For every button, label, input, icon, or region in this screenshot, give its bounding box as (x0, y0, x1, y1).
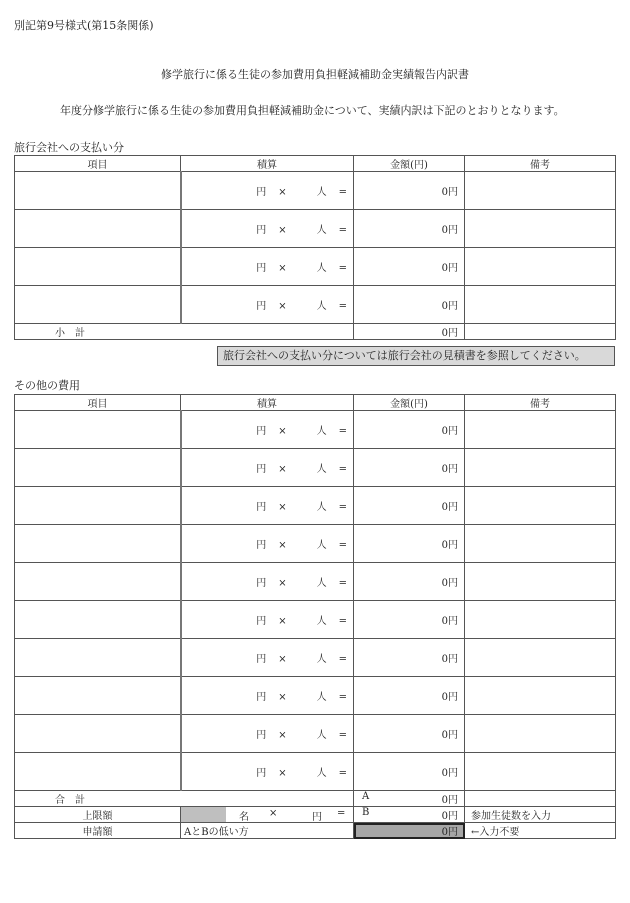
table-row (15, 639, 616, 677)
calc-cell[interactable] (181, 210, 354, 248)
calc-cell[interactable] (181, 677, 354, 715)
note-input[interactable] (465, 715, 616, 753)
times-sign: × (278, 301, 287, 312)
person-unit: 人 (316, 730, 327, 741)
calc-cell[interactable] (181, 286, 354, 324)
calc-cell[interactable] (181, 715, 354, 753)
calc-cell[interactable] (181, 172, 354, 210)
person-unit: 人 (316, 225, 327, 236)
amount-cell: 0円 (354, 601, 465, 639)
amount-cell: 0円 (354, 563, 465, 601)
student-count-input[interactable] (181, 807, 226, 822)
table-header-row (15, 156, 616, 172)
note-input[interactable] (465, 639, 616, 677)
marker-a: A (362, 791, 370, 802)
amount-cell: 0円 (354, 715, 465, 753)
amount-cell: 0円 (354, 639, 465, 677)
note-input[interactable] (465, 248, 616, 286)
item-input[interactable] (15, 449, 181, 487)
calc-cell[interactable] (181, 639, 354, 677)
note-input[interactable] (465, 601, 616, 639)
equals-sign: = (338, 301, 347, 312)
person-unit: 人 (316, 426, 327, 437)
equals-sign: = (338, 616, 347, 627)
times-sign: × (269, 808, 278, 819)
total-note (465, 791, 616, 807)
amount-cell: 0円 (354, 172, 465, 210)
col-header-amount: 金額(円) (354, 395, 465, 411)
yen-unit: 円 (256, 616, 267, 627)
calc-cell[interactable] (181, 411, 354, 449)
equals-sign: = (338, 654, 347, 665)
item-input[interactable] (15, 210, 181, 248)
item-input[interactable] (15, 487, 181, 525)
item-input[interactable] (15, 639, 181, 677)
total-value: 0円 (441, 795, 458, 806)
col-header-note: 備考 (465, 156, 616, 172)
col-header-note: 備考 (465, 395, 616, 411)
other-section-title: その他の費用 (14, 379, 80, 392)
times-sign: × (278, 692, 287, 703)
table-header-row (15, 395, 616, 411)
form-number-label: 別記第9号様式(第15条関係) (14, 19, 154, 32)
yen-unit: 円 (256, 464, 267, 475)
table-row (15, 525, 616, 563)
limit-note: 参加生徒数を入力 (465, 807, 616, 823)
note-input[interactable] (465, 210, 616, 248)
note-input[interactable] (465, 411, 616, 449)
yen-unit: 円 (256, 301, 267, 312)
times-sign: × (278, 540, 287, 551)
yen-unit: 円 (256, 187, 267, 198)
note-input[interactable] (465, 753, 616, 791)
note-input[interactable] (465, 172, 616, 210)
calc-cell[interactable] (181, 487, 354, 525)
yen-unit: 円 (256, 578, 267, 589)
item-input[interactable] (15, 753, 181, 791)
times-sign: × (278, 654, 287, 665)
person-unit: 人 (316, 654, 327, 665)
yen-unit: 円 (256, 730, 267, 741)
col-header-calc: 積算 (181, 395, 354, 411)
note-input[interactable] (465, 487, 616, 525)
item-input[interactable] (15, 563, 181, 601)
equals-sign: = (337, 808, 346, 819)
table-row (15, 248, 616, 286)
yen-unit: 円 (256, 768, 267, 779)
table-row (15, 563, 616, 601)
amount-cell: 0円 (354, 286, 465, 324)
calc-cell[interactable] (181, 753, 354, 791)
times-sign: × (278, 768, 287, 779)
equals-sign: = (338, 540, 347, 551)
times-sign: × (278, 187, 287, 198)
amount-cell: 0円 (354, 525, 465, 563)
calc-cell[interactable] (181, 525, 354, 563)
equals-sign: = (338, 187, 347, 198)
limit-calc-cell (181, 807, 354, 823)
table-row (15, 449, 616, 487)
apply-label: 申請額 (15, 823, 181, 839)
table-row (15, 677, 616, 715)
yen-unit: 円 (256, 263, 267, 274)
person-unit: 人 (316, 301, 327, 312)
person-unit: 人 (316, 502, 327, 513)
equals-sign: = (338, 225, 347, 236)
apply-amount: 0円 (354, 823, 465, 839)
subtotal-row (15, 324, 616, 340)
item-input[interactable] (15, 601, 181, 639)
total-row (15, 791, 616, 807)
limit-label: 上限額 (15, 807, 181, 823)
limit-value: 0円 (441, 811, 458, 822)
table-row (15, 172, 616, 210)
travel-table (14, 155, 616, 340)
equals-sign: = (338, 578, 347, 589)
person-unit: 人 (316, 768, 327, 779)
note-input[interactable] (465, 563, 616, 601)
col-header-item: 項目 (15, 395, 181, 411)
equals-sign: = (338, 263, 347, 274)
times-sign: × (278, 426, 287, 437)
times-sign: × (278, 578, 287, 589)
times-sign: × (278, 464, 287, 475)
equals-sign: = (338, 768, 347, 779)
travel-notice: 旅行会社への支払い分については旅行会社の見積書を参照してください。 (217, 346, 615, 366)
item-input[interactable] (15, 525, 181, 563)
calc-cell[interactable] (181, 563, 354, 601)
item-input[interactable] (15, 411, 181, 449)
intro-text: 年度分修学旅行に係る生徒の参加費用負担軽減補助金について、実績内訳は下記のとおりとなります。 (60, 104, 565, 117)
item-input[interactable] (15, 286, 181, 324)
yen-unit: 円 (256, 654, 267, 665)
yen-unit: 円 (256, 692, 267, 703)
times-sign: × (278, 263, 287, 274)
apply-calc: AとBの低い方 (181, 823, 354, 839)
amount-cell: 0円 (354, 210, 465, 248)
name-unit: 名 (239, 812, 249, 823)
marker-b: B (362, 807, 370, 818)
item-input[interactable] (15, 248, 181, 286)
calc-cell[interactable] (181, 601, 354, 639)
calc-cell[interactable] (181, 449, 354, 487)
equals-sign: = (338, 730, 347, 741)
amount-cell: 0円 (354, 411, 465, 449)
note-input[interactable] (465, 449, 616, 487)
amount-cell: 0円 (354, 248, 465, 286)
table-row (15, 753, 616, 791)
note-input[interactable] (465, 677, 616, 715)
times-sign: × (278, 225, 287, 236)
yen-unit: 円 (256, 540, 267, 551)
col-header-item: 項目 (15, 156, 181, 172)
calc-cell[interactable] (181, 248, 354, 286)
table-row (15, 210, 616, 248)
person-unit: 人 (316, 578, 327, 589)
yen-unit: 円 (256, 502, 267, 513)
item-input[interactable] (15, 172, 181, 210)
subtotal-label: 小 計 (15, 324, 354, 340)
equals-sign: = (338, 464, 347, 475)
yen-unit: 円 (312, 812, 322, 823)
table-row (15, 601, 616, 639)
apply-note: ←入力不要 (465, 823, 616, 839)
note-input[interactable] (465, 525, 616, 563)
apply-row (15, 823, 616, 839)
col-header-amount: 金額(円) (354, 156, 465, 172)
table-row (15, 715, 616, 753)
person-unit: 人 (316, 187, 327, 198)
times-sign: × (278, 730, 287, 741)
amount-cell: 0円 (354, 449, 465, 487)
document-title: 修学旅行に係る生徒の参加費用負担軽減補助金実績報告内訳書 (161, 68, 469, 81)
equals-sign: = (338, 692, 347, 703)
person-unit: 人 (316, 464, 327, 475)
subtotal-note (465, 324, 616, 340)
amount-cell: 0円 (354, 677, 465, 715)
person-unit: 人 (316, 540, 327, 551)
limit-row (15, 807, 616, 823)
person-unit: 人 (316, 692, 327, 703)
other-costs-table (14, 394, 616, 839)
total-label: 合 計 (15, 791, 354, 807)
table-row (15, 487, 616, 525)
item-input[interactable] (15, 677, 181, 715)
equals-sign: = (338, 502, 347, 513)
yen-unit: 円 (256, 426, 267, 437)
note-input[interactable] (465, 286, 616, 324)
equals-sign: = (338, 426, 347, 437)
times-sign: × (278, 616, 287, 627)
times-sign: × (278, 502, 287, 513)
item-input[interactable] (15, 715, 181, 753)
person-unit: 人 (316, 263, 327, 274)
total-amount (354, 791, 465, 807)
table-row (15, 411, 616, 449)
yen-unit: 円 (256, 225, 267, 236)
subtotal-amount: 0円 (354, 324, 465, 340)
amount-cell: 0円 (354, 753, 465, 791)
person-unit: 人 (316, 616, 327, 627)
limit-amount (354, 807, 465, 823)
table-row (15, 286, 616, 324)
col-header-calc: 積算 (181, 156, 354, 172)
travel-section-title: 旅行会社への支払い分 (14, 141, 124, 154)
amount-cell: 0円 (354, 487, 465, 525)
